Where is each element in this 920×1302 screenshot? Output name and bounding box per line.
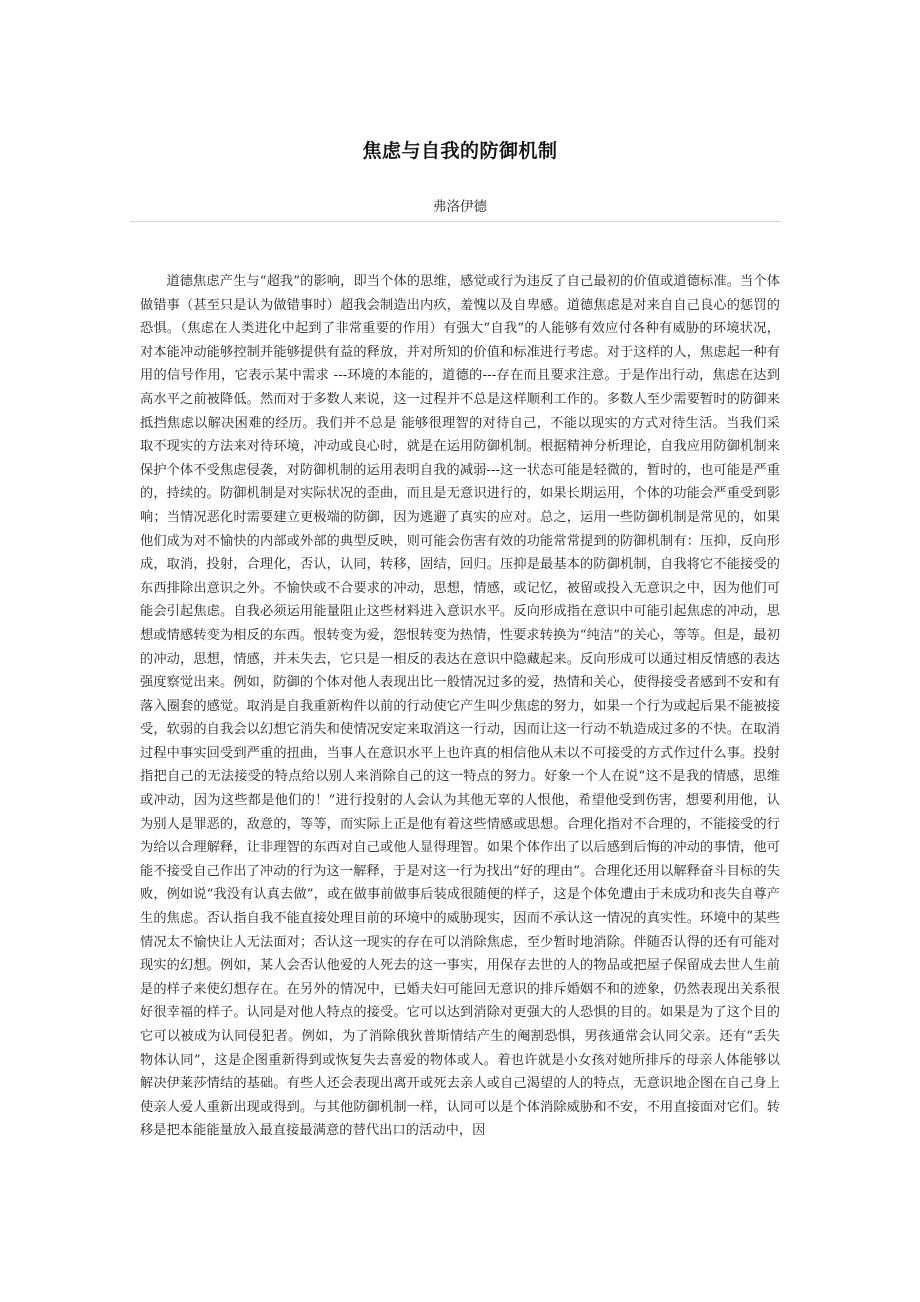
document-author: 弗洛伊德 xyxy=(433,199,487,215)
document-body xyxy=(140,270,780,1290)
body-paragraph: 道德焦虑产生与“超我”的影响，即当个体的思维，感觉或行为违反了自己最初的价值或道德标准。当个体做错事（甚至只是认为做错事时）超我会制造出内疚，羞愧以及自卑感。道德焦虑是对来自自己良心的惩罚的恐惧。（焦虑在人类进化中起到了非常重要的作用）有强大“自我”的人能够有效应付各种有威胁的环境状况，对本能冲动能够控制并能够提供有益的释放，并对所知的价值和标准进行考虑。对于这样的人，焦虑起一种有用的信号作用，它表示某中需求 ---环境的本能的，道德的---存在而且要求注意。于是作出行动，焦虑在达到高水平之前被降低。然而对于多数人来说，这一过程并不总是这样顺利工作的。多数人至少需要暂时的防御来抵挡焦虑以解决困难的经历。我们并不总是 能够很理智的对待自己，不能以现实的方式对待生活。当我们采取不现实的方法来对待环境，冲动或良心时，就是在运用防御机制。根据精神分析理论，自我应用防御机制来保护个体不受焦虑侵袭，对防御机制的运用表明自我的减弱---这一状态可能是轻微的，暂时的，也可能是严重的，持续的。防御机制是对实际状况的歪曲，而且是无意识进行的，如果长期运用，个体的功能会严重受到影响；当情况恶化时需要建立更极端的防御，因为逃避了真实的应对。总之，运用一些防御机制是常见的，如果他们成为对不愉快的内部或外部的典型反映，则可能会伤害有效的功能常常提到的防御机制有：压抑，反向形成，取消，投射，合理化，否认，认同，转移，固结，回归。压抑是最基本的防御机制，自我将它不能接受的东西排除出意识之外。不愉快或不合要求的冲动，思想，情感，或记忆，被留或投入无意识之中，因为他们可能会引起焦虑。自我必须运用能量阻止这些材料进入意识水平。反向形成指在意识中可能引起焦虑的冲动，思想或情感转变为相反的东西。恨转变为爱，怨恨转变为热情，性要求转换为“纯洁”的关心，等等。但是，最初的冲动，思想，情感，并未失去，它只是一相反的表达在意识中隐藏起来。反向形成可以通过相反情感的表达强度察觉出来。例如，防御的个体对他人表现出比一般情况过多的爱，热情和关心，使得接受者感到不安和有落入圈套的感觉。取消是自我重新构件以前的行动使它产生叫少焦虑的努力，如果一个行为或起后果不能被接受，软弱的自我会以幻想它消失和使情况安定来取消这一行动，因而让这一行动不轨造成过多的不快。在取消过程中事实回受到严重的扭曲，当事人在意识水平上也许真的相信他从未以不可接受的方式作过什么事。投射指把自己的无法接受的特点给以别人来消除自己的这一特点的努力。好象一个人在说“这不是我的情感，思维或冲动，因为这些都是他们的！”进行投射的人会认为其他无辜的人恨他，希望他受到伤害，想要利用他，认为别人是罪恶的，敌意的，等等，而实际上正是他有着这些情感或思想。合理化指对不合理的，不能接受的行为给以合理解释，让非理智的东西对自己或他人显得理智。如果个体作出了以后感到后悔的冲动的事情，他可能不接受自己作出了冲动的行为这一解释，于是对这一行为找出“好的理由”。合理化还用以解释奋斗目标的失败，例如说“我没有认真去做”，或在做事前做事后装成很随便的样子，这是个体免遭由于未成功和丧失自尊产生的焦虑。否认指自我不能直接处理目前的环境中的威胁现实，因而不承认这一情况的真实性。环境中的某些情况太不愉快让人无法面对；否认这一现实的存在可以消除焦虑，至少暂时地消除。伴随否认得的还有可能对现实的幻想。例如，某人会否认他爱的人死去的这一事实，用保存去世的人的物品或把屋子保留成去世人生前是的样子来使幻想存在。在另外的情况中，已婚夫妇可能回无意识的排斥婚姻不和的迹象，仍然表现出关系很好很幸福的样子。认同是对他人特点的接受。它可以达到消除对更强大的人恐惧的目的。如果是为了这个目的它可以被成为认同侵犯者。例如，为了消除俄狄普斯情结产生的阉割恐惧，男孩通常会认同父亲。还有“丢失物体认同”，这是企图重新得到或恢复失去喜爱的物体或人。着也许就是小女孩对她所排斥的母亲人体能够以解决伊莱莎情结的基础。有些人还会表现出离开或死去亲人或自己渴望的人的特点，无意识地企图在自己身上使亲人爱人重新出现或得到。与其他防御机制一样，认同可以是个体消除威胁和不安，不用直接面对它们。转移是把本能能量放入最直接最满意的替代出口的活动中，因 xyxy=(140,274,780,1139)
document-title: 焦虑与自我的防御机制 xyxy=(362,140,558,162)
title-divider xyxy=(130,221,781,222)
